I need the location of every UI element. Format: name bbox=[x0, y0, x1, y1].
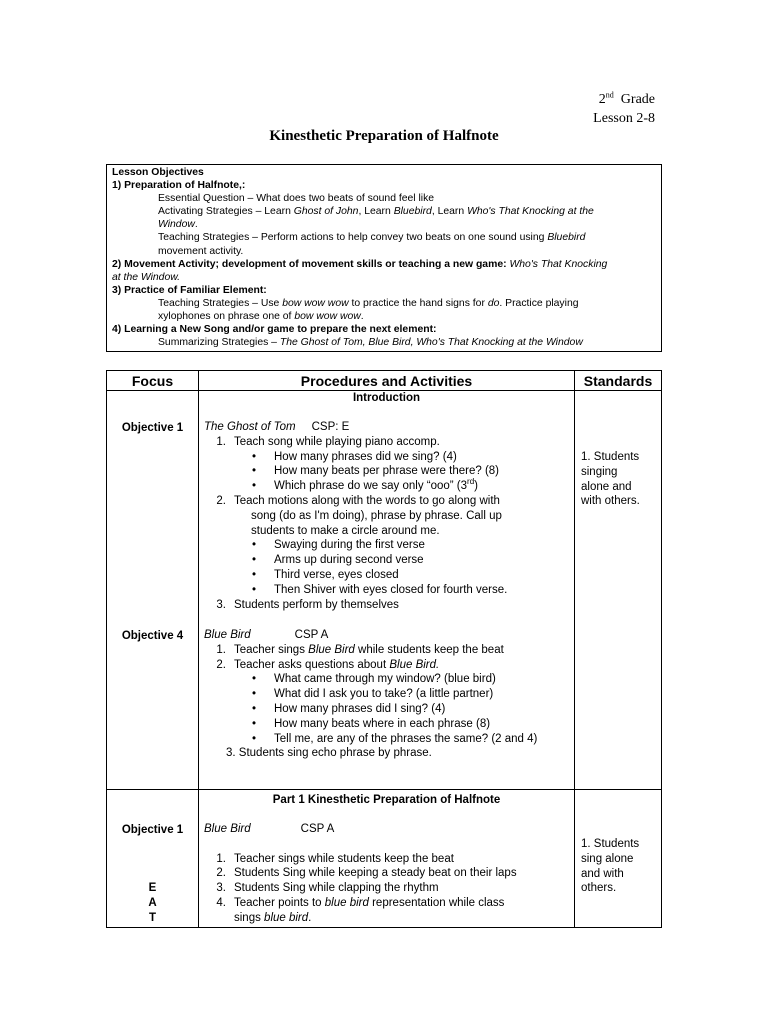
objective-4-title: 4) Learning a New Song and/or game to prepare the next element: bbox=[112, 324, 437, 336]
motion-bullet: • Arms up during second verse bbox=[252, 554, 424, 567]
standards-1: 1. Students singing alone and with others. bbox=[581, 451, 640, 508]
step-2: 2. Teacher asks questions about Blue Bird. bbox=[216, 658, 440, 671]
objective-3-teaching: Teaching Strategies – Use bow wow wow to practice the hand signs for do. Practice playing bbox=[158, 297, 579, 309]
motion-bullet: • Third verse, eyes closed bbox=[252, 568, 399, 581]
grade-label: 2nd Grade bbox=[598, 90, 655, 107]
step-3: 3. Students perform by themselves bbox=[216, 598, 399, 611]
activating-strategies: Activating Strategies – Learn Ghost of John, Learn Bluebird, Learn Who's That Knocking at the bbox=[158, 206, 594, 218]
question-bullet: • How many phrases did we sing? (4) bbox=[252, 450, 457, 463]
question-bullet: • What came through my window? (blue bird) bbox=[252, 673, 496, 686]
part-1-section bbox=[204, 822, 572, 926]
page-title: Kinesthetic Preparation of Halfnote bbox=[269, 128, 499, 144]
section-divider bbox=[107, 789, 661, 790]
column-divider bbox=[198, 371, 199, 927]
teaching-strategies: Teaching Strategies – Perform actions to help convey two beats on one sound using Bluebird bbox=[158, 232, 586, 244]
step-1: 1. Teacher sings while students keep the beat bbox=[216, 852, 454, 865]
question-bullet: • How many phrases did I sing? (4) bbox=[252, 702, 446, 715]
focus-objective-4: Objective 4 bbox=[121, 630, 184, 642]
question-bullet: • How many beats where in each phrase (8) bbox=[252, 717, 491, 730]
ghost-of-tom-section bbox=[204, 420, 572, 612]
step-3: 3. Students Sing while clapping the rhythm bbox=[216, 882, 439, 895]
objective-3-teaching-cont: xylophones on phrase one of bow wow wow. bbox=[158, 311, 364, 323]
lesson-number: Lesson 2-8 bbox=[593, 111, 655, 126]
focus-part1-objective-1: Objective 1 bbox=[121, 824, 184, 836]
objectives-heading: Lesson Objectives bbox=[112, 167, 204, 178]
lesson-objectives-box bbox=[106, 164, 662, 352]
eat-letters: E A T bbox=[148, 882, 157, 924]
procedures-table bbox=[106, 370, 662, 928]
step-3: 3. Students sing echo phrase by phrase. bbox=[226, 747, 432, 760]
focus-objective-1: Objective 1 bbox=[121, 422, 184, 434]
blue-bird-section bbox=[204, 628, 572, 761]
step-4: 4. Teacher points to blue bird representation while class bbox=[216, 896, 505, 909]
teaching-strategies-cont: movement activity. bbox=[158, 245, 244, 257]
part-1-heading: Part 1 Kinesthetic Preparation of Halfnote bbox=[272, 794, 501, 806]
objective-2-cont: at the Window. bbox=[112, 271, 181, 283]
standards-2: 1. Students sing alone and with others. bbox=[581, 838, 640, 895]
objective-3-title: 3) Practice of Familiar Element: bbox=[112, 284, 267, 296]
song-title-line: Blue Bird CSP A bbox=[204, 629, 329, 641]
step-1: 1. Teacher sings Blue Bird while students keep the beat bbox=[216, 643, 504, 656]
step-2-cont: song (do as I'm doing), phrase by phrase. Call up bbox=[251, 509, 502, 522]
introduction-heading: Introduction bbox=[352, 392, 421, 404]
objective-2: 2) Movement Activity; development of movement skills or teaching a new game: Who's That Knocking bbox=[112, 258, 608, 270]
question-bullet: • Which phrase do we say only “ooo” (3rd) bbox=[252, 477, 479, 493]
question-bullet: • What did I ask you to take? (a little partner) bbox=[252, 688, 494, 701]
question-bullet: • How many beats per phrase were there? (8) bbox=[252, 465, 499, 478]
col-standards-header: Standards bbox=[583, 373, 653, 389]
activating-strategies-cont: Window. bbox=[158, 219, 198, 231]
question-bullet: • Tell me, are any of the phrases the same? (2 and 4) bbox=[252, 732, 538, 745]
step-1: 1. Teach song while playing piano accomp. bbox=[216, 435, 440, 448]
step-2: 2. Teach motions along with the words to go along with bbox=[216, 494, 500, 507]
song-title-line: Blue Bird CSP A bbox=[204, 823, 335, 835]
col-focus-header: Focus bbox=[131, 373, 174, 389]
song-title-line: The Ghost of Tom CSP: E bbox=[204, 421, 350, 433]
objective-1-title: 1) Preparation of Halfnote,: bbox=[112, 180, 246, 192]
summarizing-strategies: Summarizing Strategies – The Ghost of Tom, Blue Bird, Who's That Knocking at the Window bbox=[158, 337, 583, 349]
motion-bullet: • Swaying during the first verse bbox=[252, 539, 425, 552]
step-4-cont: sings blue bird. bbox=[234, 911, 312, 924]
motion-bullet: • Then Shiver with eyes closed for fourth verse. bbox=[252, 583, 508, 596]
essential-question: Essential Question – What does two beats of sound feel like bbox=[158, 193, 435, 205]
col-procedures-header: Procedures and Activities bbox=[300, 373, 473, 389]
step-2: 2. Students Sing while keeping a steady beat on their laps bbox=[216, 867, 517, 880]
step-2-cont: students to make a circle around me. bbox=[251, 524, 440, 537]
column-divider bbox=[574, 371, 575, 927]
